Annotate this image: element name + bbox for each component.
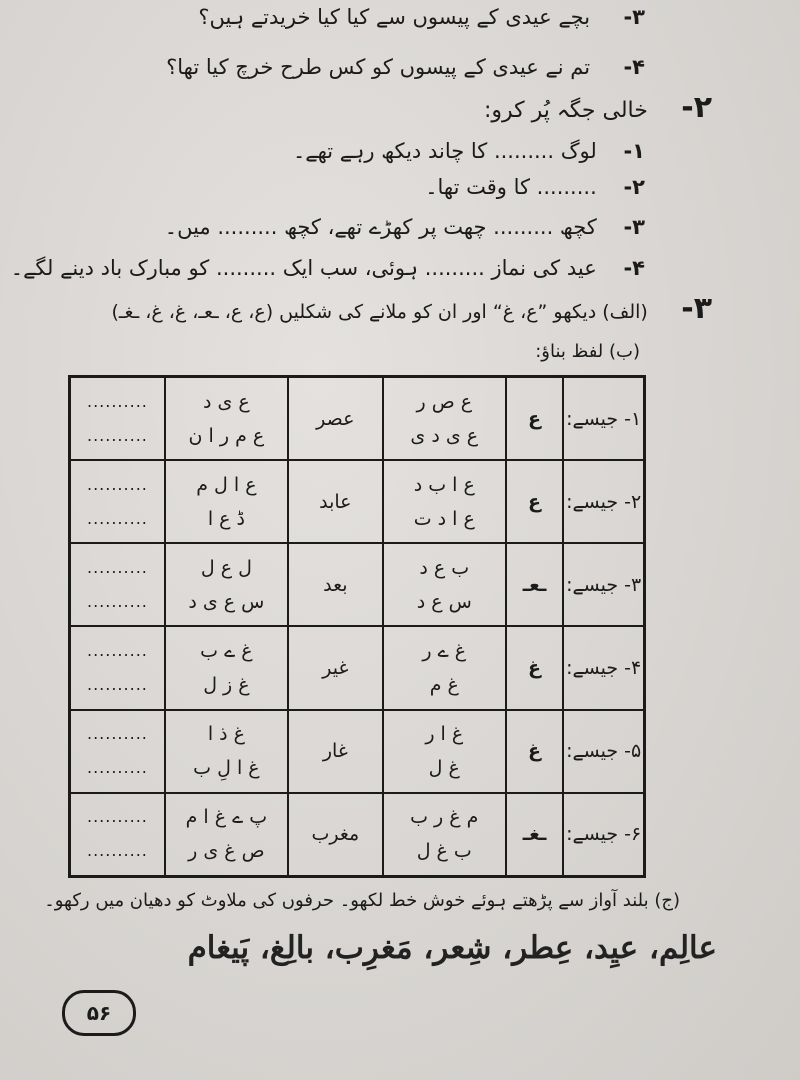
letter-group: غ ا لِ ب: [193, 757, 260, 780]
answer-blanks: [70, 710, 165, 793]
letter-shape: ع: [506, 460, 564, 543]
table-row: [70, 793, 645, 877]
question-3: [198, 2, 645, 32]
letter-group: ع ا د ت: [413, 507, 475, 530]
letter-groups: [383, 543, 506, 626]
example-word: بعد: [288, 543, 383, 626]
answer-blanks: [70, 377, 165, 461]
section-3-part-b: (ب) لفظ بناؤ:: [535, 341, 640, 362]
question-4: [166, 52, 645, 82]
letter-group: ب ع د: [419, 556, 470, 579]
letter-group: ع ص ر: [416, 390, 473, 413]
letter-group: غ ل: [428, 757, 460, 780]
example-label: ۲- جیسے:: [563, 460, 644, 543]
letter-group: س ع ی د: [188, 590, 265, 613]
letter-group: ع ی د: [203, 390, 250, 413]
practice-letter-groups: [165, 710, 288, 793]
fill-blank-number-1: ۱-: [623, 139, 645, 163]
letter-group: غ ے ب: [200, 640, 253, 663]
letter-shape: غ: [506, 626, 564, 709]
section-2-number: ۲-: [681, 90, 712, 125]
letter-shape: ـغـ: [506, 793, 564, 877]
letter-groups: [383, 460, 506, 543]
example-label: ۶- جیسے:: [563, 793, 644, 877]
letter-group: غ ز ل: [203, 674, 250, 697]
table-row: [70, 460, 645, 543]
practice-letter-groups: [165, 460, 288, 543]
answer-blank: ..........: [87, 557, 148, 577]
fill-blank-number-3: ۳-: [623, 215, 645, 239]
example-label: ۵- جیسے:: [563, 710, 644, 793]
answer-blanks: [70, 543, 165, 626]
letter-group: غ ا ر: [425, 723, 464, 746]
letter-group: ع ا ل م: [196, 473, 257, 496]
section-3-number: ۳-: [681, 291, 712, 326]
letter-groups: [383, 710, 506, 793]
answer-blank: ..........: [87, 391, 148, 411]
letter-group: ص غ ی ر: [188, 840, 265, 863]
letter-shape: ـعـ: [506, 543, 564, 626]
fill-blank-item-4: [11, 253, 645, 283]
fill-blank-text-1: لوگ ......... کا چاند دیکھ رہے تھے۔: [292, 139, 597, 163]
answer-blank: ..........: [87, 841, 148, 861]
letter-group: ب غ ل: [416, 840, 472, 863]
page-number-badge: [62, 990, 136, 1036]
answer-blank: ..........: [87, 474, 148, 494]
question-4-text: تم نے عیدی کے پیسوں کو کس طرح خرچ کیا تھا؟: [166, 55, 591, 79]
letter-group: ع م ر ا ن: [188, 424, 265, 447]
table-row: [70, 626, 645, 709]
question-4-number: ۴-: [623, 55, 645, 79]
answer-blank: ..........: [87, 758, 148, 778]
letter-shape: غ: [506, 710, 564, 793]
letter-group: غ ے ر: [422, 640, 467, 663]
example-word: عصر: [288, 377, 383, 461]
answer-blank: ..........: [87, 425, 148, 445]
letter-group: غ م: [429, 674, 459, 697]
letter-group: س ع د: [416, 590, 472, 613]
letter-group: غ ذ ا: [207, 723, 245, 746]
section-2-heading: [483, 90, 712, 126]
answer-blanks: [70, 793, 165, 877]
example-word: عابد: [288, 460, 383, 543]
answer-blank: ..........: [87, 641, 148, 661]
letter-group: ع ا ب د: [413, 473, 475, 496]
table-row: [70, 377, 645, 461]
practice-letter-groups: [165, 793, 288, 877]
question-3-text: بچے عیدی کے پیسوں سے کیا کیا خریدتے ہیں؟: [198, 5, 591, 29]
letter-groups: [383, 377, 506, 461]
example-label: ۱- جیسے:: [563, 377, 644, 461]
fill-blank-number-2: ۲-: [623, 175, 645, 199]
letter-groups: [383, 626, 506, 709]
letter-shape: ع: [506, 377, 564, 461]
fill-blank-number-4: ۴-: [623, 256, 645, 280]
fill-blank-text-4: عید کی نماز ......... ہوئی، سب ایک ......... کو مبارک باد دینے لگے۔: [10, 256, 597, 280]
fill-blank-item-2: [425, 172, 645, 202]
practice-words: عالِم، عیِد، عِطر، شِعر، مَغرِب، بالِغ، پَیغام: [187, 930, 717, 966]
practice-letter-groups: [165, 626, 288, 709]
section-2-title: خالی جگہ پُر کرو:: [483, 98, 648, 123]
answer-blank: ..........: [87, 591, 148, 611]
question-3-number: ۳-: [623, 5, 645, 29]
answer-blanks: [70, 460, 165, 543]
section-3-part-c: (ج) بلند آواز سے پڑھتے ہوئے خوش خط لکھو۔ حرفوں کی ملاوٹ کو دھیان میں رکھو۔: [44, 890, 680, 911]
answer-blanks: [70, 626, 165, 709]
letter-group: ڈ ع ا: [207, 507, 245, 530]
section-3-part-a: (الف) دیکھو ”ع، غ“ اور ان کو ملانے کی شکلیں (ع، ع، ـعـ، غ، غ، ـغـ): [111, 301, 648, 323]
table-row: [70, 710, 645, 793]
table-row: [70, 543, 645, 626]
answer-blank: ..........: [87, 675, 148, 695]
word-building-table: [68, 375, 646, 878]
fill-blank-text-2: ......... کا وقت تھا۔: [425, 175, 597, 199]
letter-group: م غ ر ب: [410, 806, 479, 829]
fill-blank-item-1: [293, 136, 645, 166]
example-label: ۴- جیسے:: [563, 626, 644, 709]
letter-groups: [383, 793, 506, 877]
practice-letter-groups: [165, 543, 288, 626]
answer-blank: ..........: [87, 724, 148, 744]
example-word: مغرب: [288, 793, 383, 877]
example-word: غار: [288, 710, 383, 793]
letter-group: ع ی د ی: [410, 424, 479, 447]
example-word: غیر: [288, 626, 383, 709]
letter-group: ل ع ل: [200, 556, 252, 579]
fill-blank-text-3: کچھ ......... چھت پر کھڑے تھے، کچھ ......... میں۔: [164, 215, 597, 239]
letter-group: پ ے غ ا م: [185, 806, 268, 829]
example-label: ۳- جیسے:: [563, 543, 644, 626]
answer-blank: ..........: [87, 807, 148, 827]
page-number: ۵۶: [86, 1001, 112, 1025]
practice-letter-groups: [165, 377, 288, 461]
section-3-heading: [111, 291, 713, 327]
fill-blank-item-3: [165, 212, 645, 242]
answer-blank: ..........: [87, 508, 148, 528]
